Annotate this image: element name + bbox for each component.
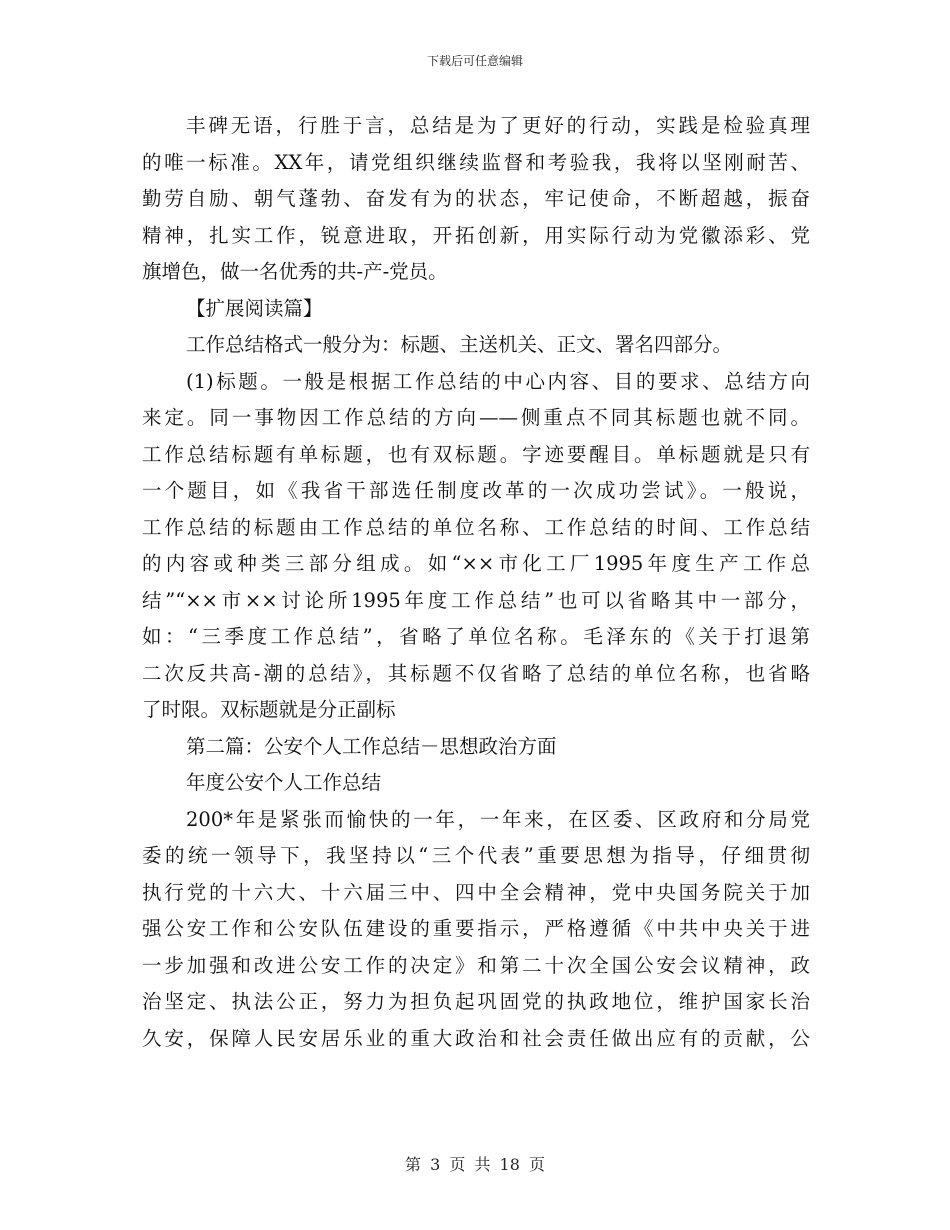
text-line: 一个题目，如《我省干部选任制度改革的一次成功尝试》。一般说，	[142, 479, 810, 502]
text-line: 【扩展阅读篇】	[186, 296, 323, 320]
text-line: 二次反共高-潮的总结》，其标题不仅省略了总结的单位名称，也省略	[142, 661, 810, 685]
text-line: 来定。同一事物因工作总结的方向——侧重点不同其标题也就不同。	[142, 406, 810, 429]
text-line: 工作总结标题有单标题，也有双标题。字迹要醒目。单标题就是只有	[142, 442, 810, 466]
document-body	[142, 108, 810, 1057]
text-line: 治坚定、执法公正，努力为担负起巩固党的执政地位，维护国家长治	[142, 990, 810, 1013]
text-line: 了时限。双标题就是分正副标	[142, 698, 396, 721]
text-line: 委的统一领导下，我坚持以“三个代表”重要思想为指导，仔细贯彻	[142, 844, 810, 867]
text-line: 如：“三季度工作总结”，省略了单位名称。毛泽东的《关于打退第	[142, 625, 810, 648]
page-header: 下载后可任意编辑	[426, 54, 523, 68]
text-line: (1)标题。一般是根据工作总结的中心内容、目的要求、总结方向	[186, 369, 810, 393]
text-line: 第二篇：公安个人工作总结－思想政治方面	[186, 734, 557, 758]
text-line: 200*年是紧张而愉快的一年，一年来，在区委、区政府和分局党	[186, 807, 810, 831]
text-line: 执行党的十六大、十六届三中、四中全会精神，党中央国务院关于加	[142, 880, 810, 904]
text-line: 久安，保障人民安居乐业的重大政治和社会责任做出应有的贡献，公	[142, 1026, 810, 1050]
text-line: 强公安工作和公安队伍建设的重要指示，严格遵循《中共中央关于进	[142, 917, 810, 940]
page-footer: 第 3 页 共 18 页	[405, 1155, 545, 1174]
text-line: 的内容或种类三部分组成。如“××市化工厂1995年度生产工作总	[142, 552, 810, 575]
text-line: 勤劳自励、朝气蓬勃、奋发有为的状态，牢记使命，不断超越，振奋	[142, 187, 810, 210]
text-line: 精神，扎实工作，锐意进取，开拓创新，用实际行动为党徽添彩、党	[142, 223, 810, 247]
text-line: 工作总结格式一般分为：标题、主送机关、正文、署名四部分。	[186, 333, 733, 356]
text-line: 丰碑无语，行胜于言，总结是为了更好的行动，实践是检验真理	[186, 114, 810, 137]
text-line: 工作总结的标题由工作总结的单位名称、工作总结的时间、工作总结	[142, 515, 810, 539]
text-line: 结”“××市××讨论所1995年度工作总结”也可以省略其中一部分，	[142, 588, 810, 612]
text-line: 的唯一标准。XX年，请党组织继续监督和考验我，我将以坚刚耐苦、	[142, 150, 810, 174]
text-line: 一步加强和改进公安工作的决定》和第二十次全国公安会议精神，政	[142, 953, 810, 977]
text-line: 年度公安个人工作总结	[186, 771, 382, 794]
text-line: 旗增色，做一名优秀的共-产-党员。	[142, 260, 448, 283]
